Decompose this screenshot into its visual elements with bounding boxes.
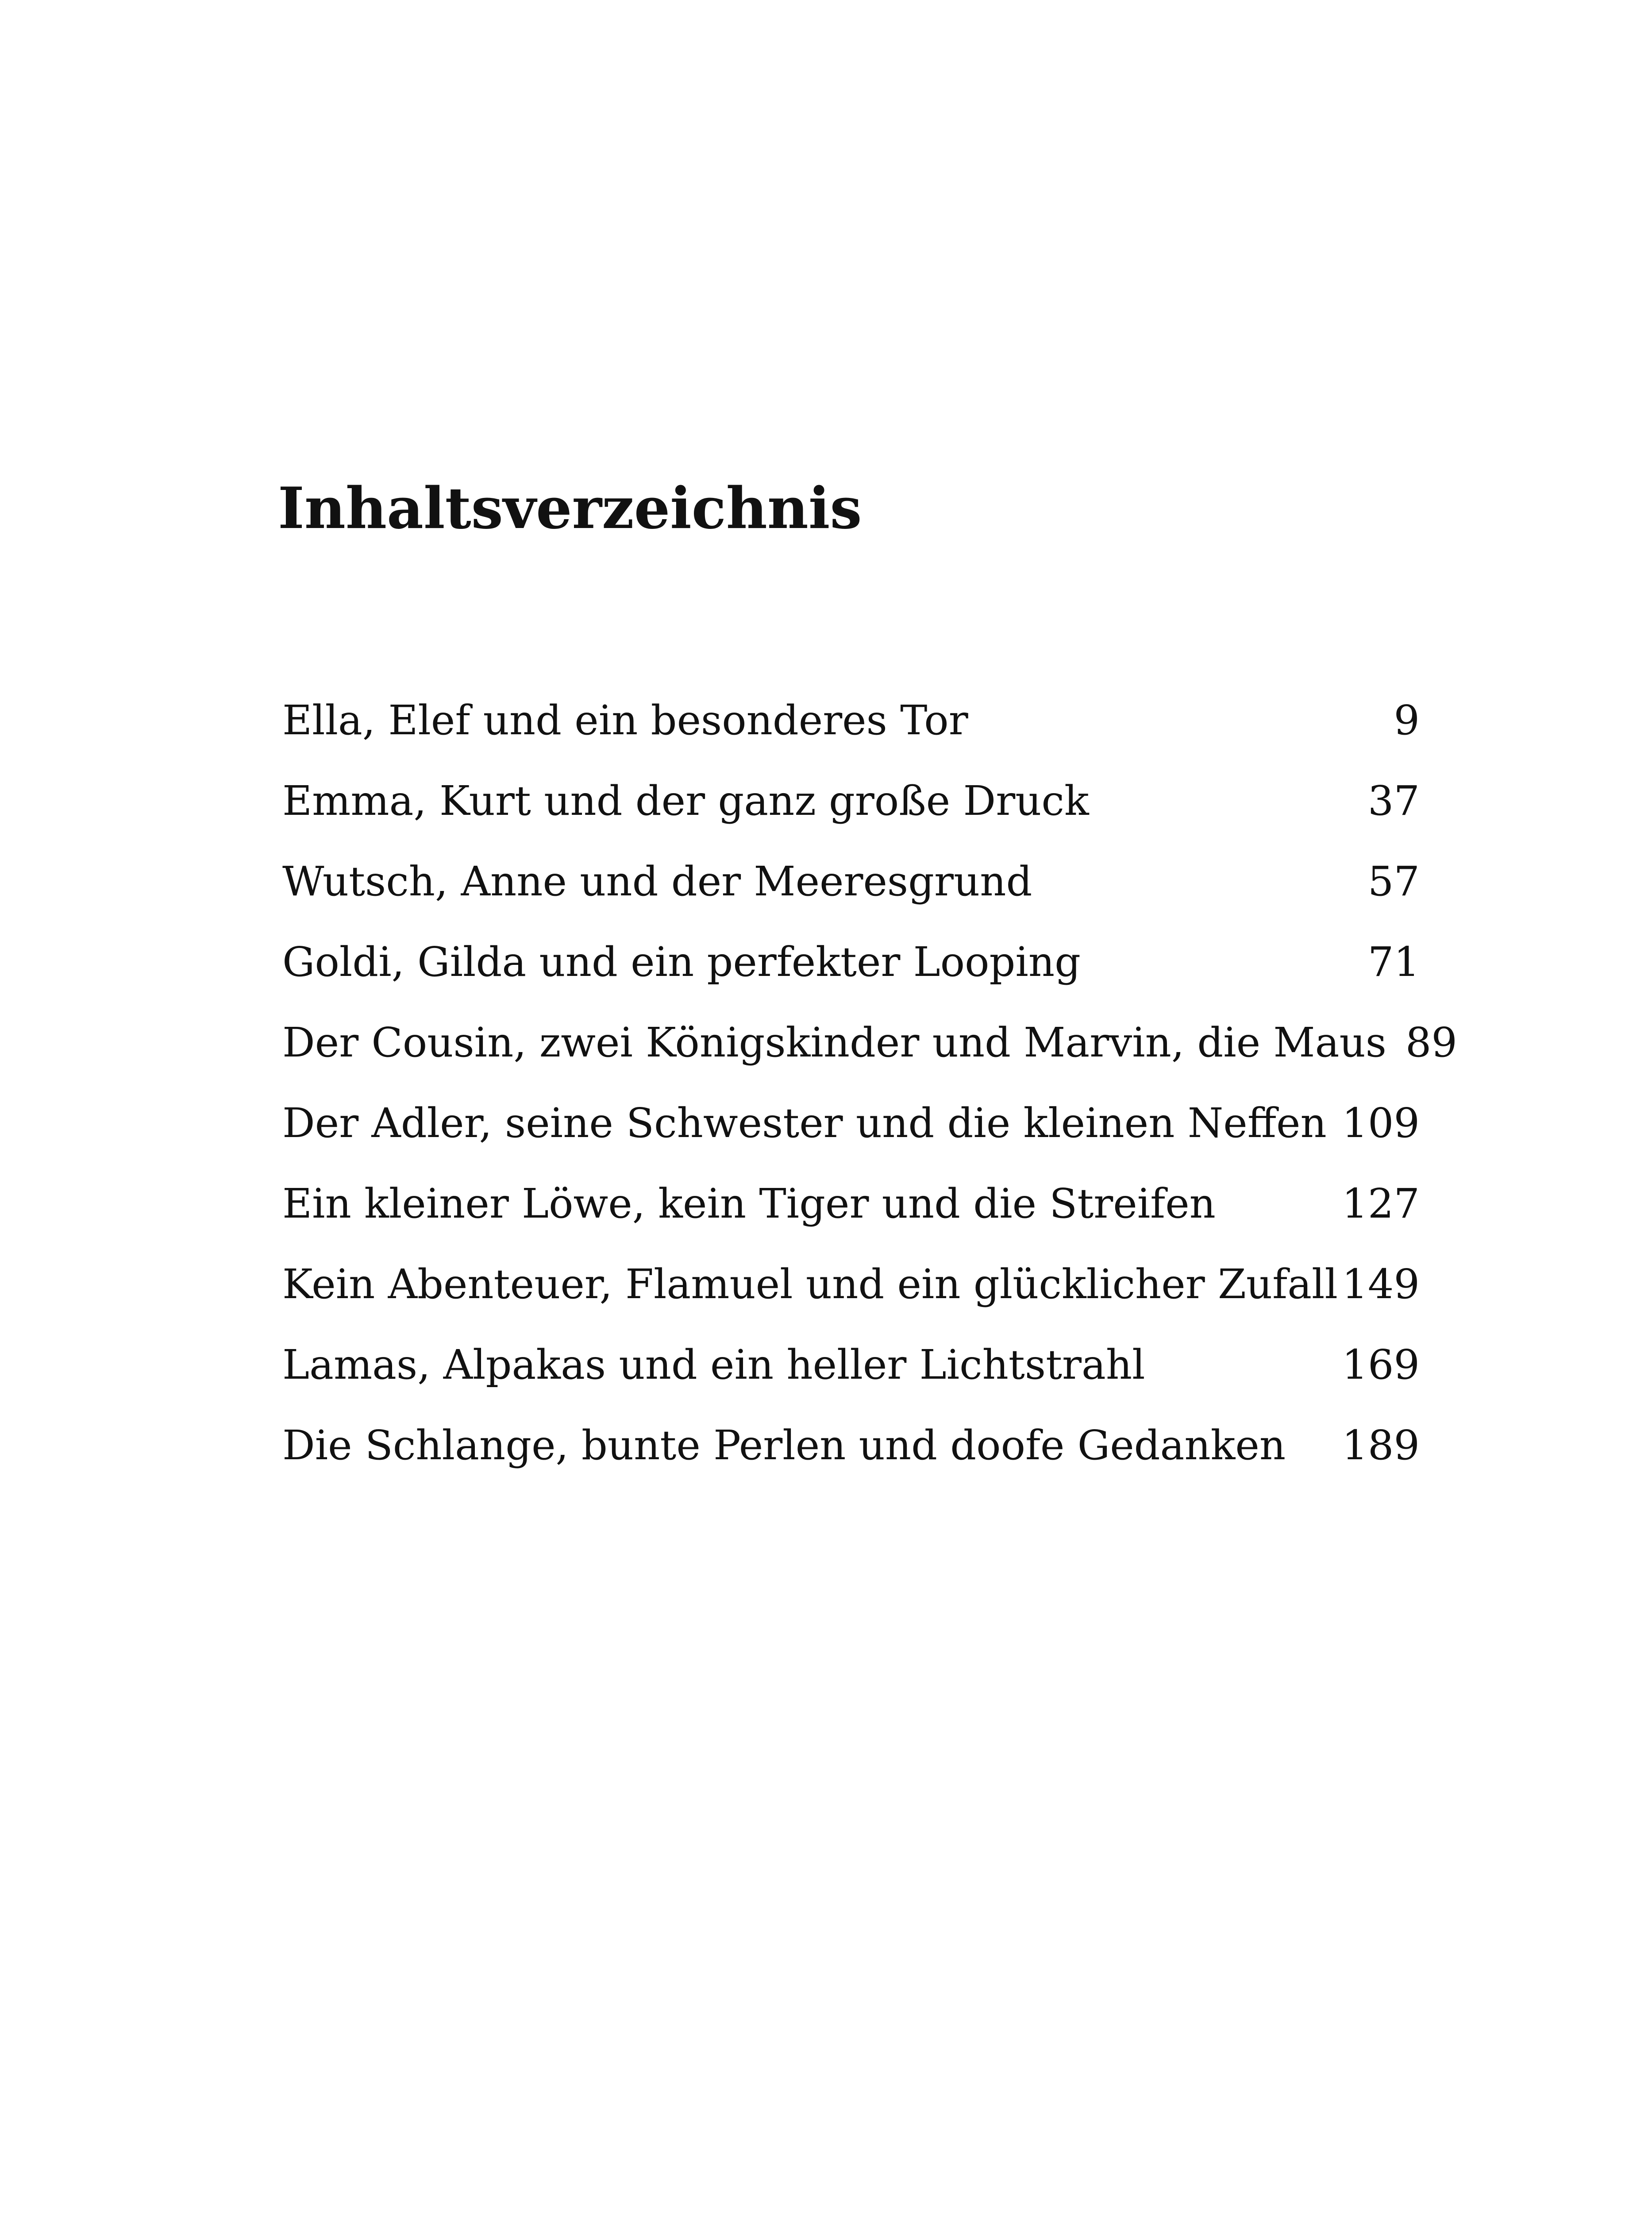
toc-entry-page-number: 109 <box>1342 1099 1420 1147</box>
toc-entry <box>282 938 1420 1022</box>
toc-entry-title: Die Schlange, bunte Perlen und doofe Gedanken <box>282 1422 1286 1469</box>
toc-entry <box>282 697 1420 781</box>
page-title: Inhaltsverzeichnis <box>278 475 862 542</box>
table-of-contents <box>282 697 1457 1506</box>
toc-entry <box>282 777 1420 861</box>
toc-entry-page-number: 37 <box>1367 777 1420 825</box>
toc-entry-title: Emma, Kurt und der ganz große Druck <box>282 777 1089 825</box>
toc-entry-page-number: 169 <box>1342 1341 1420 1388</box>
toc-entry-page-number: 71 <box>1367 938 1420 986</box>
toc-entry <box>282 1422 1420 1506</box>
toc-entry <box>282 858 1420 942</box>
toc-entry-page-number: 89 <box>1405 1019 1457 1066</box>
toc-entry-page-number: 189 <box>1342 1422 1420 1469</box>
toc-entry <box>282 1341 1420 1425</box>
toc-entry-title: Der Cousin, zwei Königskinder und Marvin, die Maus <box>282 1019 1386 1066</box>
toc-entry-page-number: 57 <box>1367 858 1420 905</box>
toc-entry-title: Wutsch, Anne und der Meeresgrund <box>282 858 1032 905</box>
toc-entry-page-number: 127 <box>1342 1180 1420 1227</box>
toc-entry-title: Goldi, Gilda und ein perfekter Looping <box>282 938 1081 986</box>
toc-entry <box>282 1180 1420 1264</box>
toc-entry <box>282 1099 1420 1184</box>
toc-entry-page-number: 149 <box>1342 1261 1420 1308</box>
toc-entry-title: Ein kleiner Löwe, kein Tiger und die Streifen <box>282 1180 1216 1227</box>
toc-entry-title: Lamas, Alpakas und ein heller Lichtstrahl <box>282 1341 1145 1388</box>
toc-entry-title: Ella, Elef und ein besonderes Tor <box>282 697 968 744</box>
toc-entry-title: Der Adler, seine Schwester und die kleinen Neffen <box>282 1099 1327 1147</box>
toc-entry <box>282 1261 1420 1345</box>
toc-entry-page-number: 9 <box>1394 697 1420 744</box>
toc-entry-title: Kein Abenteuer, Flamuel und ein glücklicher Zufall <box>282 1261 1338 1308</box>
toc-entry <box>282 1019 1457 1103</box>
